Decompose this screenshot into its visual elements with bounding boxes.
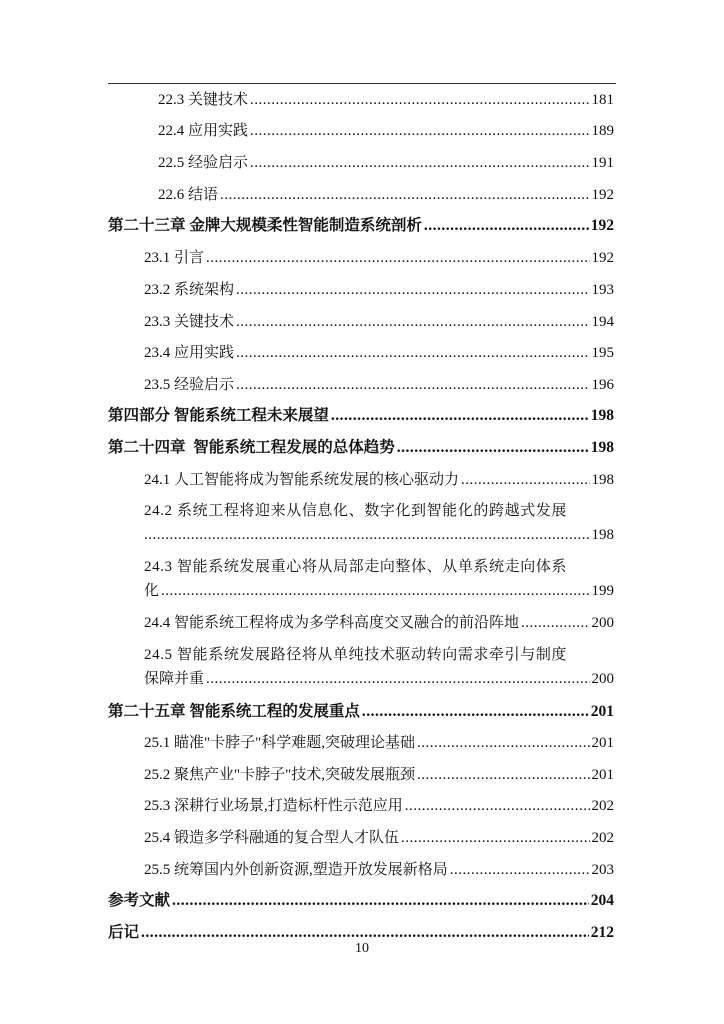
toc-title: 25.4 锻造多学科融通的复合型人才队伍 — [144, 830, 400, 846]
toc-page-number: 189 — [591, 123, 614, 139]
toc-title: 22.6 结语 — [158, 187, 219, 203]
toc-leader-dots — [424, 214, 589, 238]
toc-entry-22-4[interactable] — [108, 119, 614, 143]
toc-entry-25-1[interactable] — [108, 731, 614, 755]
toc-title: 24.5 智能系统发展路径将从单纯技术驱动转向需求牵引与制度 — [144, 647, 568, 663]
toc-entry-references[interactable] — [108, 889, 614, 913]
toc-leader-dots — [405, 794, 590, 818]
toc-title: 22.3 关键技术 — [158, 92, 249, 108]
toc-entry-23-5[interactable] — [108, 373, 614, 397]
toc-leader-dots — [236, 310, 589, 334]
toc-entry-23-2[interactable] — [108, 278, 614, 302]
toc-entry-24-4[interactable] — [108, 611, 614, 635]
toc-title: 24.2 系统工程将迎来从信息化、数字化到智能化的跨越式发展 — [144, 503, 568, 519]
toc-leader-dots — [172, 889, 589, 913]
toc-entry-chapter-25[interactable] — [108, 700, 614, 724]
toc-leader-dots — [250, 88, 589, 112]
toc-title: 后记 — [108, 924, 140, 941]
toc-entry-24-5[interactable] — [108, 643, 614, 691]
toc-page-number: 202 — [591, 830, 614, 846]
toc-page-number: 200 — [591, 671, 614, 687]
toc-title: 23.2 系统架构 — [144, 282, 235, 298]
toc-entry-25-2[interactable] — [108, 763, 614, 787]
toc-page-number: 193 — [591, 282, 614, 298]
toc-page-number: 192 — [590, 217, 614, 234]
toc-leader-dots — [331, 404, 589, 428]
toc-leader-dots — [417, 763, 590, 787]
toc-leader-dots — [461, 468, 589, 492]
toc-entry-25-4[interactable] — [108, 826, 614, 850]
toc-page-number: 196 — [591, 377, 614, 393]
toc-title: 25.1 瞄准"卡脖子"科学难题,突破理论基础 — [144, 735, 415, 751]
toc-title: 24.3 智能系统发展重心将从局部走向整体、从单系统走向体系 — [144, 559, 568, 575]
toc-title: 25.3 深耕行业场景,打造标杆性示范应用 — [144, 798, 403, 814]
toc-page-number: 199 — [591, 583, 614, 599]
toc-leader-dots — [206, 667, 589, 691]
toc-entry-23-3[interactable] — [108, 310, 614, 334]
toc-page-number: 198 — [591, 527, 614, 543]
toc-entry-23-4[interactable] — [108, 341, 614, 365]
toc-leader-dots — [144, 523, 590, 547]
toc-entry-24-3[interactable] — [108, 555, 614, 603]
toc-title: 23.1 引言 — [144, 250, 205, 266]
toc-entry-22-3[interactable] — [108, 88, 614, 112]
toc-leader-dots — [250, 119, 589, 143]
toc-title: 第二十四章 智能系统工程发展的总体趋势 — [108, 439, 395, 456]
toc-entry-23-1[interactable] — [108, 246, 614, 270]
toc-page-number: 203 — [591, 862, 614, 878]
toc-page-number: 192 — [591, 187, 614, 203]
toc-entry-25-5[interactable] — [108, 858, 614, 882]
toc-page-number: 200 — [591, 615, 614, 631]
toc-leader-dots — [161, 579, 589, 603]
toc-leader-dots — [397, 436, 589, 460]
toc-leader-dots — [206, 246, 589, 270]
toc-page-number: 198 — [591, 472, 614, 488]
toc-page-number: 192 — [591, 250, 614, 266]
toc-title: 25.5 统筹国内外创新资源,塑造开放发展新格局 — [144, 862, 448, 878]
toc-page-number: 181 — [591, 92, 614, 108]
toc-title: 24.1 人工智能将成为智能系统发展的核心驱动力 — [144, 472, 460, 488]
toc-leader-dots — [236, 341, 589, 365]
toc-title: 23.4 应用实践 — [144, 345, 235, 361]
toc-title: 25.2 聚焦产业"卡脖子"技术,突破发展瓶颈 — [144, 767, 415, 783]
toc-page-number: 198 — [590, 407, 614, 424]
toc-title: 22.4 应用实践 — [158, 123, 249, 139]
toc-title: 第二十五章 智能系统工程的发展重点 — [108, 703, 360, 720]
toc-page-number: 195 — [591, 345, 614, 361]
toc-page-number: 201 — [590, 703, 614, 720]
toc-leader-dots — [401, 826, 589, 850]
toc-entry-22-6[interactable] — [108, 183, 614, 207]
toc-title-continuation: 化 — [144, 583, 160, 599]
toc-title: 24.4 智能系统工程将成为多学科高度交叉融合的前沿阵地 — [144, 615, 520, 631]
toc-leader-dots — [521, 611, 589, 635]
toc-title: 参考文献 — [108, 892, 171, 909]
toc-entry-chapter-23[interactable] — [108, 214, 614, 238]
toc-entry-24-2[interactable] — [108, 499, 614, 547]
toc-page-number: 198 — [590, 439, 614, 456]
toc-entry-chapter-24[interactable] — [108, 436, 614, 460]
toc-page-number: 201 — [591, 767, 614, 783]
toc-page-number: 201 — [591, 735, 614, 751]
toc-page-number: 191 — [591, 155, 614, 171]
toc-leader-dots — [236, 373, 589, 397]
toc-leader-dots — [220, 183, 589, 207]
toc-page-number: 212 — [590, 924, 614, 941]
toc-title-continuation: 保障并重 — [144, 671, 205, 687]
toc-entry-part-4[interactable] — [108, 404, 614, 428]
page-number-footer: 10 — [355, 941, 369, 956]
toc-title: 22.5 经验启示 — [158, 155, 249, 171]
toc-leader-dots — [236, 278, 589, 302]
toc-page-number: 194 — [591, 314, 614, 330]
toc-title: 23.5 经验启示 — [144, 377, 235, 393]
toc-entry-24-1[interactable] — [108, 468, 614, 492]
toc-leader-dots — [450, 858, 590, 882]
toc-title: 23.3 关键技术 — [144, 314, 235, 330]
toc-leader-dots — [362, 700, 589, 724]
toc-page-number: 202 — [591, 798, 614, 814]
header-rule — [108, 83, 616, 84]
toc-page-number: 204 — [590, 892, 614, 909]
toc-title: 第四部分 智能系统工程未来展望 — [108, 407, 329, 424]
toc-entry-22-5[interactable] — [108, 151, 614, 175]
toc-entry-25-3[interactable] — [108, 794, 614, 818]
toc-leader-dots — [417, 731, 590, 755]
toc-leader-dots — [250, 151, 589, 175]
toc-title: 第二十三章 金牌大规模柔性智能制造系统剖析 — [108, 217, 422, 234]
